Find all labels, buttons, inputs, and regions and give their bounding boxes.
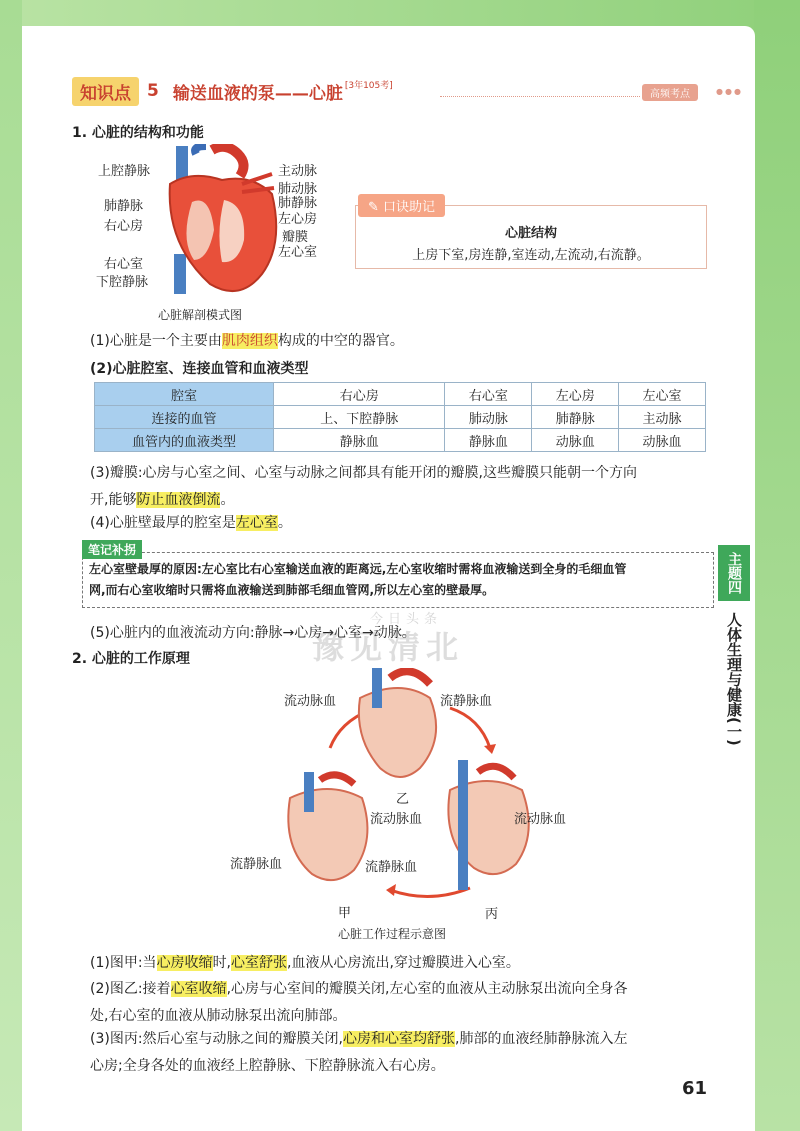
work-figure-caption: 心脏工作过程示意图	[338, 927, 447, 941]
kp-exam-tag: [3年105考]	[344, 80, 393, 91]
label-top-right: 流静脉血	[440, 694, 493, 709]
mnemonic-box	[355, 200, 707, 269]
section1-heading: 1. 心脏的结构和功能	[72, 125, 204, 141]
section2-heading: 2. 心脏的工作原理	[72, 651, 190, 667]
heart-figure-caption: 心脏解剖模式图	[158, 308, 243, 322]
page-border-left	[0, 0, 22, 1131]
paragraph-4: (4)心脏壁最厚的腔室是左心室。	[90, 515, 292, 531]
label-mid-left: 流动脉血	[370, 812, 423, 827]
page-border-right	[754, 0, 800, 1131]
header-dots: ●●●	[716, 87, 743, 96]
label-bottom-mid: 流静脉血	[365, 860, 418, 875]
label-right: 流动脉血	[514, 812, 567, 827]
label-jia: 甲	[338, 906, 352, 921]
label-pulmonary-vein-left: 肺静脉	[104, 199, 144, 214]
watermark: 豫见清北	[312, 628, 465, 666]
chamber-table	[94, 382, 706, 452]
label-left: 流静脉血	[230, 857, 283, 872]
step-1: (1)图甲:当心房收缩时,心室舒张,血液从心房流出,穿过瓣膜进入心室。	[90, 955, 520, 971]
frequency-badge: 高频考点	[642, 84, 698, 101]
mnemonic-text: 上房下室,房连静,室连动,左流动,右流静。	[412, 248, 650, 263]
note-text: 左心室壁最厚的原因:左心室比右心室输送血液的距离远,左心室收缩时需将血液输送到全身的毛细血管 网,而右心室收缩时只需将血液输送到肺部毛细血管网,所以左心室的壁最厚。	[89, 562, 627, 597]
kp-number: 5	[147, 81, 159, 101]
label-top-left: 流动脉血	[284, 694, 337, 709]
kp-title: 输送血液的泵——心脏	[172, 83, 343, 104]
step-3: (3)图丙:然后心室与动脉之间的瓣膜关闭,心房和心室均舒张,肺部的血液经肺静脉流入左 心房;全身各处的血液经上腔静脉、下腔静脉流入右心房。	[90, 1031, 628, 1074]
table-row: 腔室 右心房 右心室 左心房 左心室	[95, 383, 706, 406]
side-topic-tab: 主题四	[718, 545, 750, 601]
label-bing: 丙	[485, 907, 499, 922]
cycle-arrow-2	[450, 708, 490, 748]
label-pulmonary-artery: 肺动脉	[278, 182, 318, 197]
label-inferior-vena-cava: 下腔静脉	[96, 275, 149, 290]
note-tag: 笔记补拐	[82, 540, 142, 559]
knowledge-point-header	[72, 78, 393, 104]
step-2: (2)图乙:接着心室收缩,心房与心室间的瓣膜关闭,左心室的血液从主动脉泵出流向全身各 处,右心室的血液从肺动脉泵出流向肺部。	[90, 981, 628, 1024]
paragraph-3: (3)瓣膜:心房与心室之间、心室与动脉之间都具有能开闭的瓣膜,这些瓣膜只能朝一个方向 开,能够防止血液倒流。	[90, 465, 637, 508]
label-pulmonary-vein-right: 肺静脉	[278, 196, 318, 211]
paragraph-1: (1)心脏是一个主要由肌肉组织构成的中空的器官。	[90, 333, 404, 349]
mnemonic-title: 心脏结构	[504, 226, 557, 241]
table-row: 连接的血管 上、下腔静脉 肺动脉 肺静脉 主动脉	[95, 406, 706, 429]
label-yi: 乙	[396, 792, 410, 807]
heart-jia-shape	[288, 772, 367, 880]
paragraph-5: (5)心脏内的血液流动方向:静脉→心房→心室→动脉。	[90, 625, 416, 641]
header-divider	[440, 96, 640, 97]
label-left-ventricle: 左心室	[278, 245, 318, 260]
label-superior-vena-cava: 上腔静脉	[98, 164, 151, 179]
subheading-2: (2)心脏腔室、连接血管和血液类型	[90, 361, 309, 377]
label-valve: 瓣膜	[282, 230, 309, 245]
label-right-atrium: 右心房	[104, 219, 144, 234]
note-box	[82, 552, 714, 608]
aorta-shape	[212, 147, 244, 176]
label-right-ventricle: 右心室	[104, 257, 144, 272]
table-row: 血管内的血液类型 静脉血 静脉血 动脉血 动脉血	[95, 429, 706, 452]
heart-yi-shape	[359, 668, 436, 777]
kp-label: 知识点	[72, 77, 139, 106]
watermark-sub: 今日头条	[370, 612, 443, 627]
label-left-atrium: 左心房	[278, 212, 318, 227]
vena-cava-inferior-shape	[174, 254, 186, 294]
side-topic-title: 人体生理与健康(一)	[725, 612, 743, 746]
page-number: 61	[682, 1078, 708, 1099]
mnemonic-tag: ✎ 口诀助记	[358, 194, 445, 217]
label-aorta: 主动脉	[278, 164, 318, 179]
